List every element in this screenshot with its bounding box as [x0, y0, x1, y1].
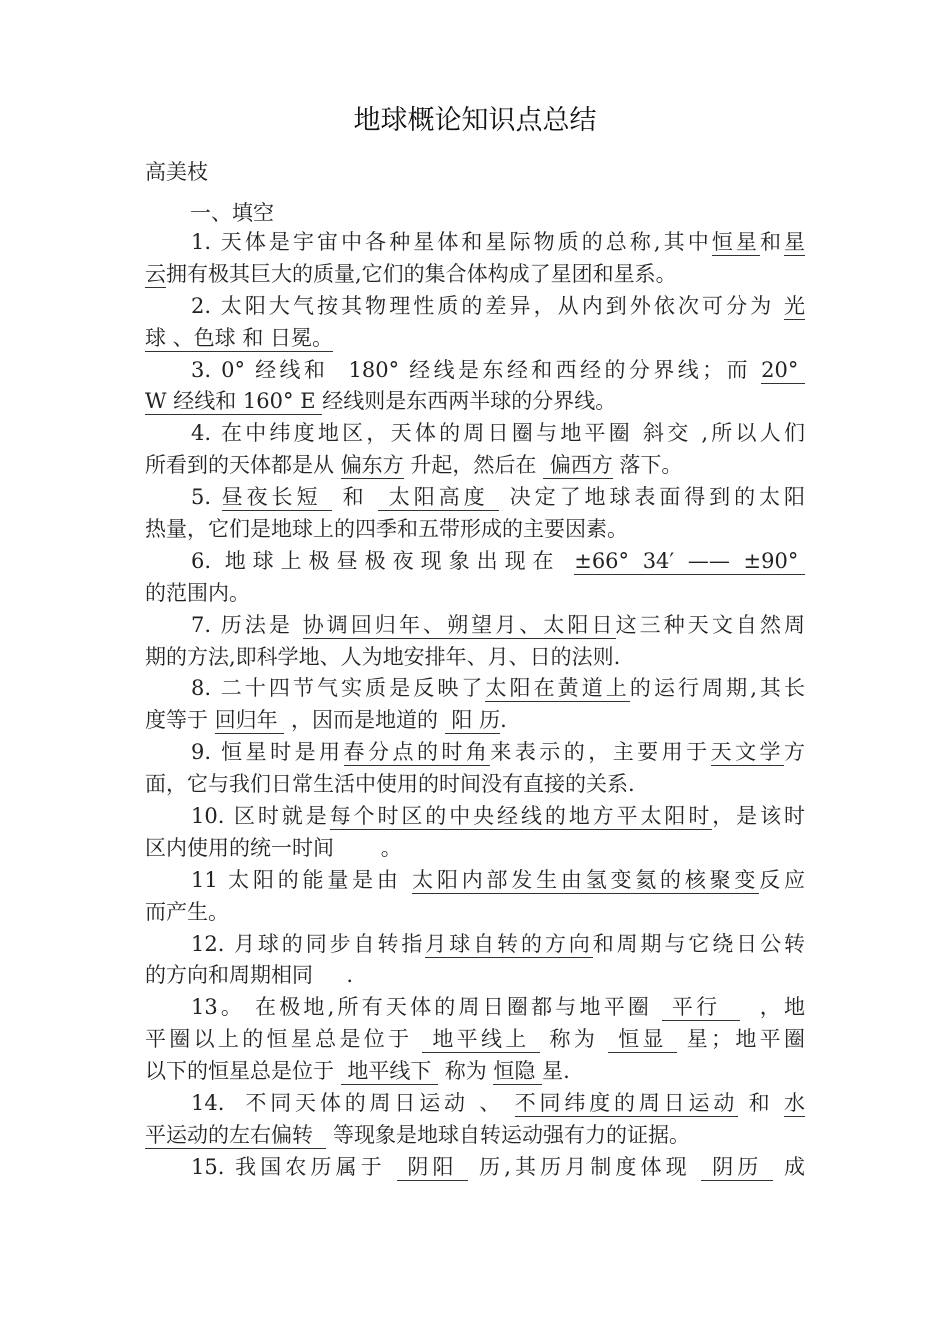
question-item [145, 992, 805, 1088]
question-item [145, 610, 805, 674]
question-item [145, 865, 805, 929]
text-line [145, 610, 805, 642]
question-item [145, 355, 805, 419]
answer-blank: 偏东方 [340, 453, 404, 478]
question-text: 11 太阳的能量是由 [191, 867, 413, 892]
answer-blank: 平运动的左右偏转 [145, 1122, 327, 1147]
text-line [145, 1024, 805, 1056]
question-text: 星；地平圈 [676, 1027, 805, 1052]
question-text: 来表示的，主要用于 [490, 740, 711, 765]
question-text: 的范围内。 [145, 580, 250, 605]
question-text: 和 [738, 1091, 784, 1116]
answer-blank: 月球自转的方向 [425, 931, 593, 956]
text-line [145, 992, 805, 1024]
question-text: 星. [542, 1059, 570, 1084]
answer-blank: 协调回归年、朔望月、太阳日 [302, 612, 616, 637]
text-line [145, 418, 805, 450]
question-list [145, 227, 805, 1184]
text-line [145, 929, 805, 961]
question-text: 区内使用的统一时间 。 [145, 835, 402, 860]
text-line [145, 482, 805, 514]
answer-blank: 恒星 [711, 230, 760, 254]
answer-blank: 太阳在黄道上 [485, 676, 630, 701]
answer-blank: 恒隐 [493, 1059, 543, 1084]
question-text: 1. 天体是宇宙中各种星体和星际物质的总称,其中 [191, 230, 712, 254]
question-text: 这三种天文自然周 [615, 612, 806, 637]
text-line [145, 1152, 805, 1184]
question-item [145, 1088, 805, 1152]
answer-blank: 回归年 [214, 708, 285, 733]
text-line [145, 865, 805, 897]
answer-blank: 昼夜长短 [221, 485, 332, 510]
answer-blank: 天文学 [710, 740, 785, 765]
question-text: 落下。 [612, 453, 683, 478]
question-item [145, 418, 805, 482]
answer-blank: ±66° 34′ —— ±90° [574, 548, 806, 573]
question-text: ，因而是地道的 [284, 708, 445, 733]
question-text: 和 [759, 230, 785, 254]
question-item [145, 929, 805, 993]
question-text: . [500, 708, 507, 733]
question-text: 13。 在极地,所有天体的周日圈都与地平圈 [191, 995, 662, 1020]
question-text: 拥有极其巨大的质量,它们的集合体构成了星团和星系。 [166, 261, 677, 286]
question-text: 10. 区时就是 [191, 804, 330, 829]
question-item [145, 291, 805, 355]
answer-blank: 阴阳 [396, 1154, 469, 1179]
question-text: 12. 月球的同步自转指 [191, 931, 426, 956]
question-text: 所看到的天体都是从 [145, 453, 341, 478]
answer-blank: 地平线下 [340, 1059, 439, 1084]
text-line [145, 801, 805, 833]
question-text: 经线则是东西两半球的分界线。 [322, 389, 617, 414]
question-text: 7. 历法是 [191, 612, 303, 637]
question-item [145, 546, 805, 610]
document-title: 地球概论知识点总结 [353, 105, 597, 136]
question-text: ，地 [740, 995, 806, 1020]
text-line [145, 1088, 805, 1120]
answer-blank: 光 [784, 293, 805, 318]
text-line [145, 769, 805, 801]
question-text: 而产生。 [145, 899, 229, 924]
question-text: 等现象是地球自转运动强有力的证据。 [326, 1122, 691, 1147]
answer-blank: 20° [761, 357, 805, 382]
text-line [145, 642, 805, 674]
text-line [145, 1056, 805, 1088]
question-text: 度等于 [145, 708, 215, 733]
question-text: 14. 不同天体的周日运动 、 [191, 1091, 515, 1116]
question-text: 称为 [539, 1027, 609, 1052]
question-text: 3. 0° 经线和 180° 经线是东经和西经的分界线；而 [191, 357, 762, 382]
answer-blank: 地平线上 [422, 1027, 540, 1052]
question-text: 升起，然后在 [403, 453, 544, 478]
text-line [145, 227, 805, 259]
text-line [145, 1120, 805, 1152]
question-text: 历,其历月制度体现 [468, 1154, 702, 1179]
text-line [145, 578, 805, 610]
question-item [145, 673, 805, 737]
answer-blank: 球 、色球 和 日冕。 [145, 325, 334, 350]
question-text: 反应 [759, 867, 806, 892]
answer-blank: 云 [145, 261, 166, 286]
answer-blank: 星 [784, 230, 806, 254]
question-text: 4. 在中纬度地区，天体的周日圈与地平圈 斜交 ,所以人们 [191, 421, 805, 446]
text-line [145, 514, 805, 546]
text-line [145, 323, 805, 355]
question-text: 面，它与我们日常生活中使用的时间没有直接的关系. [145, 772, 635, 797]
answer-blank: 偏西方 [543, 453, 613, 478]
text-line [145, 897, 805, 929]
text-line [145, 673, 805, 705]
answer-blank: W 经线和 160° E [145, 389, 323, 414]
text-line [145, 960, 805, 992]
question-item [145, 227, 805, 291]
question-text: 方 [784, 740, 806, 765]
question-text: 8. 二十四节气实质是反映了 [191, 676, 486, 701]
question-text: 热量，它们是地球上的四季和五带形成的主要因素。 [145, 517, 628, 542]
text-line [145, 259, 805, 291]
text-line [145, 546, 805, 578]
answer-blank: 每个时区的中央经线的地方平太阳时 [329, 804, 713, 829]
answer-blank: 不同纬度的周日运动 [514, 1091, 739, 1116]
text-line [145, 450, 805, 482]
question-text: 成 [773, 1154, 806, 1179]
answer-blank: 春分点的时角 [343, 740, 491, 765]
text-line [145, 386, 805, 418]
section-heading: 一、填空 [190, 201, 274, 225]
question-text: 平圈以上的恒星总是位于 [145, 1027, 423, 1052]
answer-blank: 太阳内部发生由氢变氦的核聚变 [412, 867, 760, 892]
text-line [145, 833, 805, 865]
question-text: 期的方法,即科学地、人为地安排年、月、日的法则. [145, 644, 621, 669]
question-text: 以下的恒星总是位于 [145, 1059, 341, 1084]
answer-blank: 太阳高度 [378, 485, 500, 510]
question-text: 9. 恒星时是用 [191, 740, 344, 765]
answer-blank: 平行 [662, 995, 741, 1020]
text-line [145, 705, 805, 737]
question-text: 6. 地球上极昼极夜现象出现在 [191, 548, 575, 573]
author-name: 高美枝 [145, 160, 208, 184]
question-text: 决定了地球表面得到的太阳 [499, 485, 805, 510]
answer-blank: 阴历 [701, 1154, 774, 1179]
answer-blank: 恒显 [608, 1027, 677, 1052]
answer-blank: 阳 历 [444, 708, 501, 733]
question-item [145, 801, 805, 865]
question-item [145, 737, 805, 801]
question-item [145, 1152, 805, 1184]
question-text: 的运行周期,其长 [629, 676, 805, 701]
question-text: 的方向和周期相同 . [145, 963, 354, 988]
question-text: 2. 太阳大气按其物理性质的差异，从内到外依次可分为 [191, 293, 784, 318]
text-line [145, 737, 805, 769]
question-text: 15. 我国农历属于 [191, 1154, 397, 1179]
question-text: ，是该时 [712, 804, 806, 829]
answer-blank: 水 [784, 1091, 805, 1116]
text-line [145, 291, 805, 323]
question-text: 和周期与它绕日公转 [592, 931, 806, 956]
question-item [145, 482, 805, 546]
question-text: 和 [332, 485, 379, 510]
text-line [145, 355, 805, 387]
question-text: 5. [191, 485, 222, 510]
question-text: 称为 [438, 1059, 494, 1084]
